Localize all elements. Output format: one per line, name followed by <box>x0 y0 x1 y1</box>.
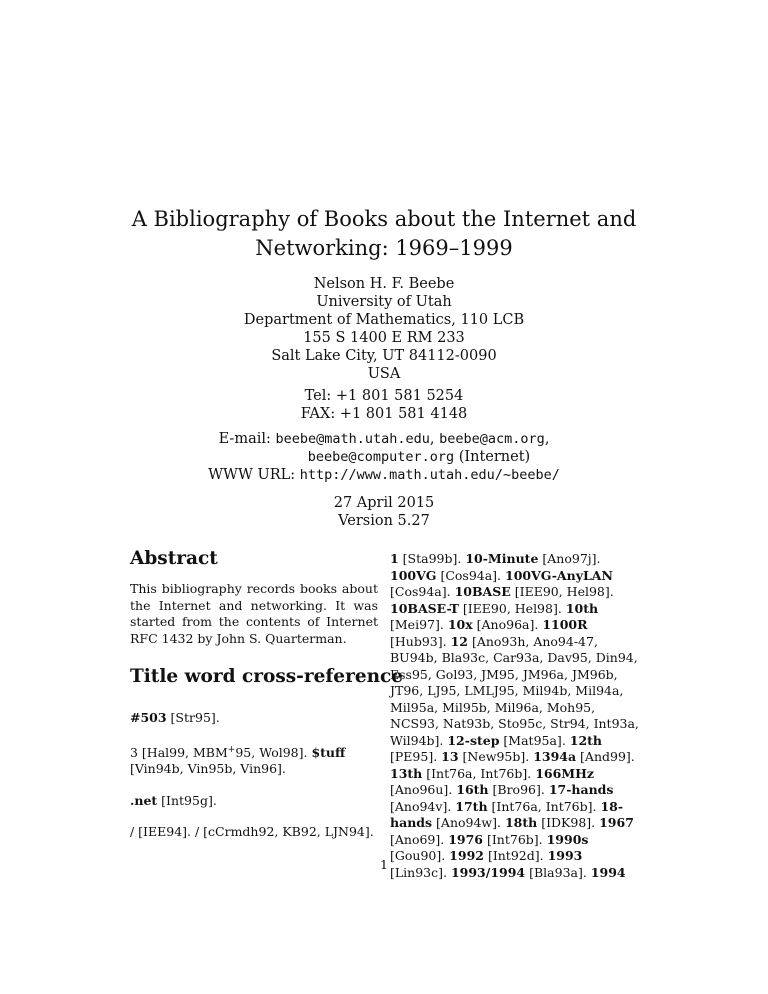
index-key: 10x <box>447 617 473 632</box>
index-key: 1990s <box>546 831 589 847</box>
author-city: Salt Lake City, UT 84112-0090 <box>271 348 497 364</box>
fax: FAX: +1 801 581 4148 <box>300 406 468 422</box>
index-key: 1100R <box>542 617 588 632</box>
index-key: 10BASE <box>454 584 511 599</box>
index-key: 100VG-AnyLAN <box>505 567 613 583</box>
email-link-1[interactable]: beebe@math.utah.edu <box>275 431 430 447</box>
index-key: 12th <box>569 732 603 748</box>
telephone: Tel: +1 801 581 5254 <box>304 388 464 404</box>
www-link[interactable]: http://www.math.utah.edu/~beebe/ <box>299 467 560 483</box>
index-key: 100VG <box>390 567 437 583</box>
www-label: WWW URL: <box>208 467 296 483</box>
index-refs: [Lin93c]. <box>390 864 451 880</box>
index-refs: [Vin94b, Vin95b, Vin96]. <box>130 761 286 777</box>
abstract-text <box>130 581 378 647</box>
index-key: 1992 <box>449 848 484 863</box>
index-refs: [IEE90, Hel98]. <box>458 600 566 616</box>
index-key: 10-Minute <box>465 551 539 566</box>
index-key: 18th <box>504 815 538 830</box>
index-key: 1967 <box>599 815 634 830</box>
email-line-1: E-mail: beebe@math.utah.edu, beebe@acm.org, <box>218 431 550 447</box>
index-entry <box>130 793 378 810</box>
author-street: 155 S 1400 E RM 233 <box>303 330 465 346</box>
author-country: USA <box>367 366 401 382</box>
index-refs: [Ano69]. <box>390 831 449 847</box>
email-label: E-mail: <box>218 431 271 447</box>
index-refs: 95, Wol98]. <box>235 744 312 760</box>
index-refs: [Cos94a]. <box>390 584 455 599</box>
contact-phone <box>0 387 768 423</box>
contact-electronic <box>0 430 768 484</box>
email-link-3[interactable]: beebe@computer.org <box>307 449 455 465</box>
document-title <box>0 205 768 263</box>
index-entry <box>130 710 378 727</box>
index-key: 1 <box>390 551 399 566</box>
index-refs: [Ano94w]. <box>432 815 505 830</box>
index-key: 166MHz <box>535 765 595 781</box>
index-key: 16th <box>456 782 489 797</box>
index-refs: [Ano93h, Ano94-47, BU94b, Bla93c, Car93a, Dav95, Din94, Ess95, Gol93, JM95, JM96a, JM96b, JT96, LJ95, LMLJ95, Mil94b, Mil94a, Mil95a, Mil95b, Mil96a, Moh95, NCS93, Nat93b, Sto95c, Str94, Int93a, Wil94b]. <box>390 633 639 748</box>
index-refs: [Int76a, Int76b]. <box>487 798 601 814</box>
index-refs: [Int95g]. <box>157 792 217 808</box>
index-refs: [Ano97j]. <box>538 551 601 566</box>
index-key: 13 <box>441 749 459 764</box>
index-refs: [Gou90]. <box>390 848 450 863</box>
index-key: 1976 <box>448 831 484 847</box>
index-refs: [Hub93]. <box>390 633 451 649</box>
index-key: 10th <box>565 600 599 616</box>
page-number: 1 <box>380 857 388 872</box>
index-key: 12 <box>450 633 468 649</box>
document-date: 27 April 2015 <box>333 495 435 511</box>
index-refs: [Cos94a]. <box>436 567 506 583</box>
index-refs: [Int76a, Int76b]. <box>422 765 536 781</box>
index-refs: [IDK98]. <box>537 815 600 830</box>
author-address <box>0 275 768 383</box>
date-version <box>0 494 768 530</box>
author-department: Department of Mathematics, 110 LCB <box>243 312 525 328</box>
index-superscript: + <box>227 744 236 755</box>
index-refs: [New95b]. <box>458 749 534 764</box>
email-note: (Internet) <box>458 449 531 465</box>
index-key: 12-step <box>447 732 500 748</box>
index-entries-paragraph <box>390 551 640 881</box>
index-key: 17-hands <box>548 782 614 797</box>
index-entry <box>130 824 378 841</box>
index-refs: 3 [Hal99, MBM <box>130 744 228 760</box>
index-refs: [Bla93a]. <box>525 864 591 880</box>
index-key: 1993/1994 <box>450 864 526 880</box>
cross-reference-heading: Title word cross-reference <box>130 666 404 687</box>
index-key: $tuff <box>311 744 346 760</box>
document-version: Version 5.27 <box>338 513 430 529</box>
email-link-2[interactable]: beebe@acm.org <box>439 431 545 447</box>
www-line <box>0 466 768 484</box>
index-refs: [And99]. <box>576 749 635 764</box>
index-refs: [Str95]. <box>166 710 220 725</box>
index-key: 1993 <box>547 848 583 863</box>
index-refs: [Bro96]. <box>488 782 549 797</box>
index-refs: [Sta99b]. <box>398 551 466 566</box>
title-line-2: Networking: 1969–1999 <box>255 236 513 260</box>
index-key: .net <box>130 792 158 808</box>
index-refs: [Ano96a]. <box>472 617 543 632</box>
index-entry <box>130 742 378 778</box>
index-refs: [IEE90, Hel98]. <box>510 584 614 599</box>
index-refs: [Int92d]. <box>483 848 548 863</box>
index-refs: [Ano96u]. <box>390 782 457 797</box>
index-key: 17th <box>455 798 488 814</box>
index-refs: [Int76b]. <box>483 831 547 847</box>
index-key: 10BASE-T <box>390 600 459 616</box>
author-name: Nelson H. F. Beebe <box>313 276 455 292</box>
index-key: 1994 <box>590 864 626 880</box>
cross-reference-left-column <box>130 710 378 841</box>
title-line-1: A Bibliography of Books about the Internet and <box>131 207 637 231</box>
index-refs: / [IEE94]. / [cCrmdh92, KB92, LJN94]. <box>130 824 374 840</box>
cross-reference-right-column <box>390 551 640 881</box>
index-refs: [Mat95a]. <box>499 732 570 748</box>
email-line-2 <box>0 448 768 466</box>
abstract-paragraph: This bibliography records books about the Internet and networking. It was started from the contents of Internet RFC 1432 by John S. Quarterman. <box>130 581 378 646</box>
index-key: 13th <box>390 765 423 781</box>
index-key: 18-hands <box>390 798 624 830</box>
index-refs: [Mei97]. <box>390 617 448 632</box>
index-refs: [PE95]. <box>390 749 442 764</box>
index-refs: [Ano94v]. <box>390 798 456 814</box>
abstract-heading: Abstract <box>130 548 218 569</box>
index-key: #503 <box>130 710 167 725</box>
author-affiliation: University of Utah <box>316 294 452 310</box>
index-key: 1394a <box>533 749 577 764</box>
